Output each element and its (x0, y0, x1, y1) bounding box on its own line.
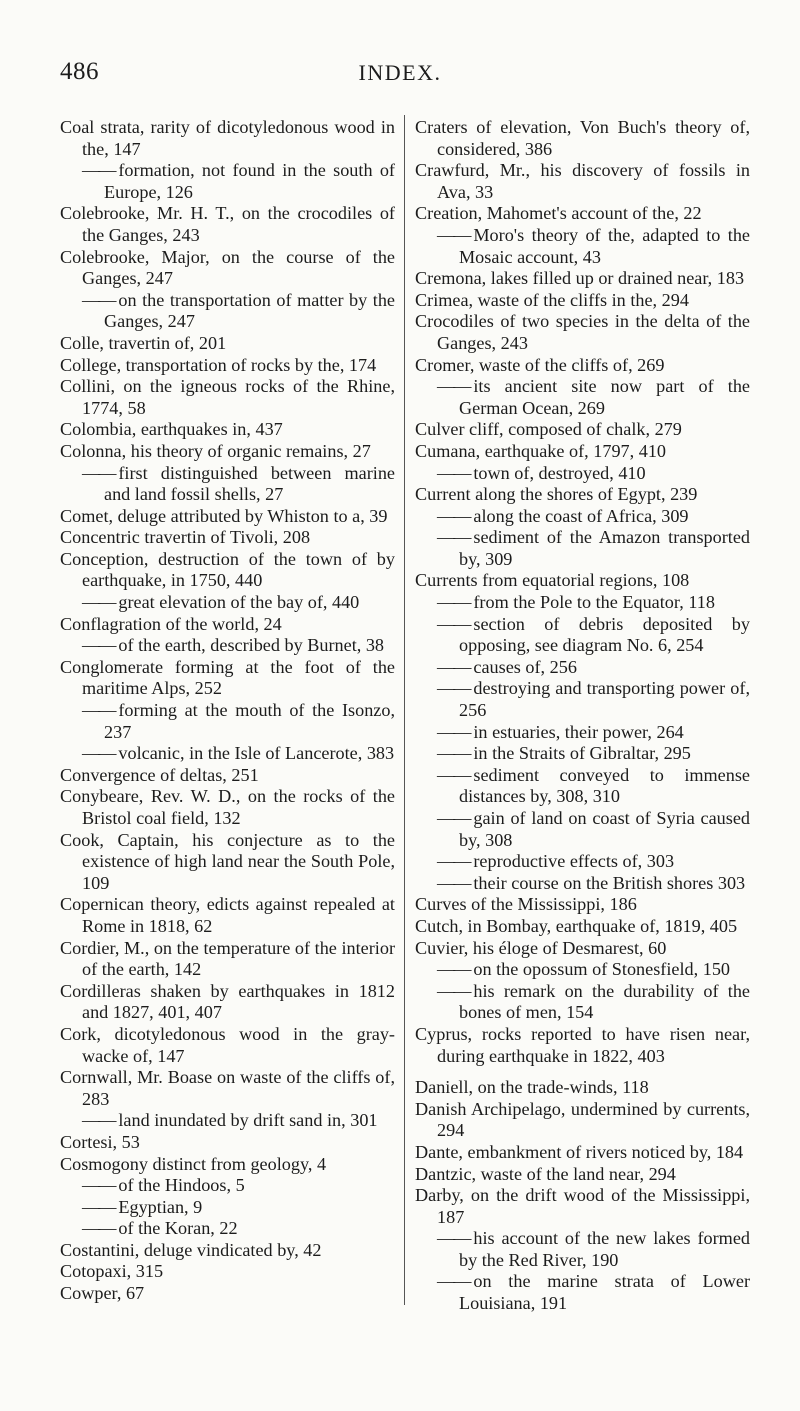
index-entry: Cremona, lakes filled up or drained near, 183 (415, 268, 745, 289)
index-subentry: —— Moro's theory of the, adapted to the Mosaic account, 43 (415, 225, 750, 268)
index-entry: Conybeare, Rev. W. D., on the rocks of the Bristol coal field, 132 (60, 786, 395, 828)
index-entry: Cortesi, 53 (60, 1131, 140, 1152)
index-column-left (60, 117, 395, 1305)
index-subentry: —— section of debris deposited by opposing, see diagram No. 6, 254 (415, 614, 750, 657)
index-entry: Dante, embankment of rivers noticed by, 184 (415, 1141, 744, 1162)
index-entry: Conflagration of the world, 24 (60, 613, 282, 634)
index-entry: Cotopaxi, 315 (60, 1261, 164, 1282)
index-entry: Curves of the Mississippi, 186 (415, 894, 637, 915)
index-subentry: —— Egyptian, 9 (60, 1197, 395, 1219)
index-subentry: —— in estuaries, their power, 264 (415, 722, 750, 744)
index-entry: Colombia, earthquakes in, 437 (60, 419, 283, 440)
index-subentry: —— its ancient site now part of the German Ocean, 269 (415, 376, 750, 419)
index-entry: Concentric travertin of Tivoli, 208 (60, 527, 311, 548)
index-entry: Conglomerate forming at the foot of the maritime Alps, 252 (60, 656, 395, 699)
index-entry: Crocodiles of two species in the delta of the Ganges, 243 (415, 311, 750, 353)
index-subentry: —— volcanic, in the Isle of Lancerote, 383 (60, 743, 395, 765)
index-entry: Currents from equatorial regions, 108 (415, 570, 690, 591)
index-subentry: —— in the Straits of Gibraltar, 295 (415, 743, 750, 765)
index-entry: Daniell, on the trade-winds, 118 (415, 1077, 649, 1098)
index-subentry: —— sediment of the Amazon transported by, 309 (415, 527, 750, 570)
index-subentry: —— sediment conveyed to immense distances by, 308, 310 (415, 765, 750, 808)
index-subentry: —— reproductive effects of, 303 (415, 851, 750, 873)
index-entry: Crimea, waste of the cliffs in the, 294 (415, 289, 689, 310)
index-subentry: —— on the opossum of Stonesfield, 150 (415, 959, 750, 981)
index-subentry: —— of the earth, described by Burnet, 38 (60, 635, 395, 657)
index-entry: Cumana, earthquake of, 1797, 410 (415, 440, 667, 461)
index-entry: Cook, Captain, his conjecture as to the existence of high land near the South Pole, 109 (60, 829, 395, 893)
index-entry: Crawfurd, Mr., his discovery of fossils in Ava, 33 (415, 160, 750, 202)
index-entry: Collini, on the igneous rocks of the Rhine, 1774, 58 (60, 376, 395, 418)
index-subentry: —— formation, not found in the south of Europe, 126 (60, 160, 395, 203)
index-entry: Cyprus, rocks reported to have risen near, during earthquake in 1822, 403 (415, 1023, 750, 1066)
index-entry: Coal strata, rarity of dicotyledonous wood in the, 147 (60, 117, 395, 159)
index-entry: Darby, on the drift wood of the Mississippi, 187 (415, 1185, 750, 1227)
index-subentry: —— his account of the new lakes formed by the Red River, 190 (415, 1228, 750, 1271)
index-entry: Dantzic, waste of the land near, 294 (415, 1163, 676, 1184)
index-entry: Costantini, deluge vindicated by, 42 (60, 1239, 322, 1260)
index-entry: Colebrooke, Major, on the course of the Ganges, 247 (60, 246, 395, 289)
index-subentry: —— great elevation of the bay of, 440 (60, 592, 395, 614)
index-entry: Cosmogony distinct from geology, 4 (60, 1153, 327, 1174)
index-entry: Colle, travertin of, 201 (60, 332, 227, 353)
index-entry: Conception, destruction of the town of by earthquake, in 1750, 440 (60, 548, 395, 591)
index-subentry: —— land inundated by drift sand in, 301 (60, 1110, 395, 1132)
index-subentry: —— forming at the mouth of the Isonzo, 237 (60, 700, 395, 743)
index-entry: Current along the shores of Egypt, 239 (415, 484, 698, 505)
index-subentry: —— from the Pole to the Equator, 118 (415, 592, 750, 614)
index-entry: Cutch, in Bombay, earthquake of, 1819, 405 (415, 915, 738, 936)
index-entry: Cordier, M., on the temperature of the interior of the earth, 142 (60, 937, 395, 980)
index-subentry: —— first distinguished between marine and land fossil shells, 27 (60, 463, 395, 506)
index-subentry: —— town of, destroyed, 410 (415, 463, 750, 485)
index-entry: Creation, Mahomet's account of the, 22 (415, 203, 702, 224)
index-entry: Cordilleras shaken by earthquakes in 1812 and 1827, 401, 407 (60, 980, 395, 1023)
index-entry: Cowper, 67 (60, 1283, 145, 1304)
index-subentry: —— on the marine strata of Lower Louisiana, 191 (415, 1271, 750, 1314)
index-subentry: —— their course on the British shores 303 (415, 873, 750, 895)
index-column-right (415, 117, 750, 1315)
index-entry: College, transportation of rocks by the, 174 (60, 354, 377, 375)
column-divider (404, 115, 405, 1305)
index-entry: Cromer, waste of the cliffs of, 269 (415, 354, 665, 375)
index-subentry: —— of the Hindoos, 5 (60, 1175, 395, 1197)
index-subentry: —— his remark on the durability of the bones of men, 154 (415, 981, 750, 1024)
index-entry: Cuvier, his éloge of Desmarest, 60 (415, 937, 667, 958)
index-subentry: —— along the coast of Africa, 309 (415, 506, 750, 528)
index-entry: Culver cliff, composed of chalk, 279 (415, 419, 682, 440)
index-subentry: —— gain of land on coast of Syria caused by, 308 (415, 808, 750, 851)
index-entry: Comet, deluge attributed by Whiston to a, 39 (60, 505, 388, 526)
running-title: INDEX. (358, 60, 442, 85)
index-subentry: —— destroying and transporting power of, 256 (415, 678, 750, 721)
index-entry: Cork, dicotyledonous wood in the gray-wacke of, 147 (60, 1023, 395, 1066)
index-subentry: —— causes of, 256 (415, 657, 750, 679)
page-number: 486 (60, 58, 99, 85)
page-header (0, 58, 800, 94)
index-entry: Craters of elevation, Von Buch's theory of, considered, 386 (415, 117, 750, 159)
index-entry: Danish Archipelago, undermined by currents, 294 (415, 1098, 750, 1141)
index-entry: Cornwall, Mr. Boase on waste of the cliffs of, 283 (60, 1067, 395, 1109)
index-subentry: —— of the Koran, 22 (60, 1218, 395, 1240)
index-entry: Colonna, his theory of organic remains, 27 (60, 440, 371, 461)
index-subentry: —— on the transportation of matter by the Ganges, 247 (60, 290, 395, 333)
index-entry: Convergence of deltas, 251 (60, 764, 259, 785)
index-entry: Copernican theory, edicts against repealed at Rome in 1818, 62 (60, 894, 395, 936)
index-entry: Colebrooke, Mr. H. T., on the crocodiles of the Ganges, 243 (60, 203, 395, 245)
